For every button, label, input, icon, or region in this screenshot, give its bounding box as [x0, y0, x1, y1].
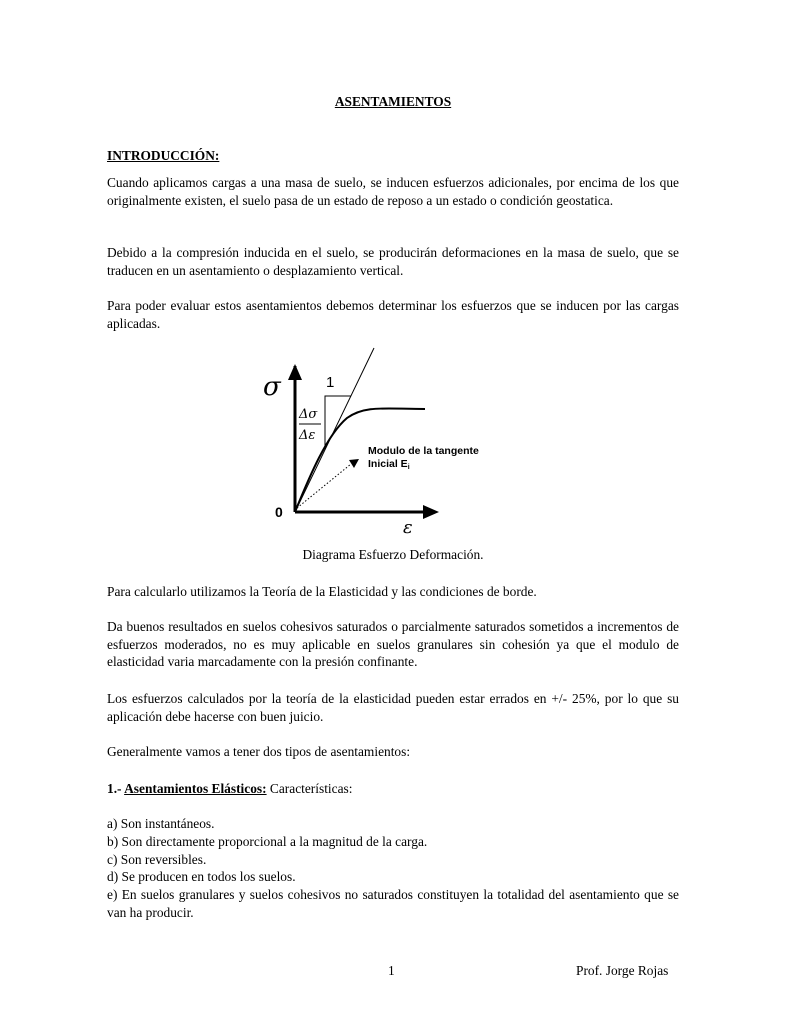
slope-one-label: 1 [326, 374, 335, 391]
paragraph-theory: Para calcularlo utilizamos la Teoría de la Elasticidad y las condiciones de borde. [107, 584, 537, 599]
epsilon-label: ε [403, 517, 413, 538]
sigma-label: σ [263, 372, 281, 402]
paragraph-types: Generalmente vamos a tener dos tipos de asentamientos: [107, 744, 411, 759]
footer-author: Prof. Jorge Rojas [576, 963, 669, 978]
origin-label: 0 [275, 504, 283, 520]
delta-sigma-label: Δσ [299, 407, 318, 422]
list-item: c) Son reversibles. [107, 852, 207, 867]
list-item: a) Son instantáneos. [107, 816, 215, 831]
x-axis-arrowhead [423, 505, 439, 519]
section-1-title: Asentamientos Elásticos: [124, 781, 267, 796]
annotation-arrowhead [349, 459, 359, 468]
paragraph-intro: Cuando aplicamos cargas a una masa de suelo, se inducen esfuerzos adicionales, por encima de los que originalmente existen, el suelo pasa de un estado de reposo a un estado o condición geostatica. [107, 175, 679, 208]
delta-epsilon-label: Δε [299, 428, 316, 443]
figure-caption: Diagrama Esfuerzo Deformación. [302, 547, 484, 562]
section-1-heading [107, 780, 679, 798]
list-item: d) Se producen en todos los suelos. [107, 869, 296, 884]
paragraph-evaluate: Para poder evaluar estos asentamientos debemos determinar los esfuerzos que se inducen por las cargas aplicadas. [107, 298, 679, 331]
paragraph-results: Da buenos resultados en suelos cohesivos saturados o parcialmente saturados sometidos a incrementos de esfuerzos moderados, no es muy aplicable en suelos granulares sin cohesión ya que el modulo de elasticidad varia marcadamente con la presión confinante. [107, 619, 679, 670]
stress-strain-diagram [255, 340, 479, 540]
annotation-line1: Modulo de la tangente [368, 445, 479, 457]
section-1-number: 1.- [107, 781, 125, 796]
paragraph-compression: Debido a la compresión inducida en el suelo, se producirán deformaciones en la masa de suelo, que se traducen en un asentamiento o desplazamiento vertical. [107, 245, 679, 278]
list-item: b) Son directamente proporcional a la magnitud de la carga. [107, 834, 428, 849]
page-number: 1 [388, 963, 395, 978]
annotation-line2: Inicial Ei [368, 458, 410, 471]
paragraph-errors: Los esfuerzos calculados por la teoría de la elasticidad pueden estar errados en +/- 25%, por lo que su aplicación debe hacerse con buen juicio. [107, 691, 679, 724]
y-axis-arrowhead [288, 364, 302, 380]
section-1-suffix: Características: [266, 781, 353, 796]
document-title: ASENTAMIENTOS [334, 94, 452, 109]
list-item: e) En suelos granulares y suelos cohesivos no saturados constituyen la totalidad del asentamiento que se van ha producir. [107, 887, 679, 920]
intro-heading: INTRODUCCIÓN: [107, 148, 220, 163]
